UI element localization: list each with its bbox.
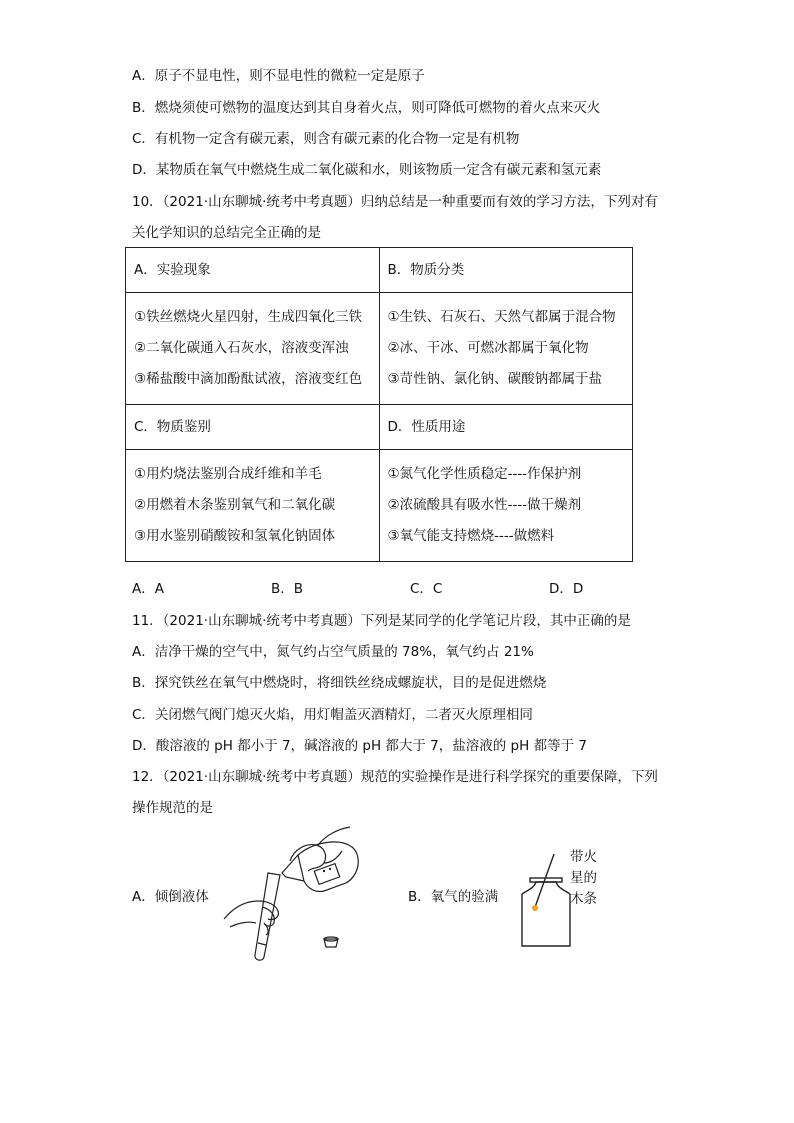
- table-cell-b-head: [379, 248, 633, 293]
- list-item: ①铁丝燃烧火星四射，生成四氧化三铁: [134, 309, 363, 325]
- q9-option-a: A．原子不显电性，则不显电性的微粒一定是原子: [132, 68, 425, 84]
- table-cell-c-head: [126, 405, 380, 450]
- list-item: ③苛性钠、氯化钠、碳酸钠都属于盐: [387, 371, 603, 387]
- table-cell-c-body: [126, 450, 380, 562]
- table-cell-b-body: [379, 293, 633, 405]
- glowing-splint-tip-icon: [532, 905, 538, 911]
- table-cell-a-head: [126, 248, 380, 293]
- cell-heading: A．实验现象: [134, 262, 211, 278]
- q10-option-b: B．B: [271, 581, 304, 597]
- q9-option-b: B．燃烧须使可燃物的温度达到其自身着火点，则可降低可燃物的着火点来灭火: [132, 100, 601, 116]
- list-item: ①生铁、石灰石、天然气都属于混合物: [387, 309, 616, 325]
- q11-option-c: C．关闭燃气阀门熄灭火焰，用灯帽盖灭酒精灯，二者灭火原理相同: [132, 707, 533, 723]
- list-item: ③稀盐酸中滴加酚酞试液，溶液变红色: [134, 371, 363, 387]
- splint-label-line2: 星的: [570, 870, 597, 886]
- q10-stem-line2: 关化学知识的总结完全正确的是: [132, 225, 321, 241]
- table-cell-d-body: [379, 450, 633, 562]
- cell-heading: C．物质鉴别: [134, 419, 211, 435]
- list-item: ①氮气化学性质稳定----作保护剂: [387, 466, 582, 482]
- list-item: ①用灼烧法鉴别合成纤维和羊毛: [134, 466, 322, 482]
- cell-heading: D．性质用途: [387, 419, 466, 435]
- q9-option-d: D．某物质在氧气中燃烧生成二氧化碳和水，则该物质一定含有碳元素和氢元素: [132, 162, 602, 178]
- table-cell-a-body: [126, 293, 380, 405]
- list-item: ③用水鉴别硝酸铵和氢氧化钠固体: [134, 528, 336, 544]
- q12-stem-line1: 12．（2021·山东聊城·统考中考真题）规范的实验操作是进行科学探究的重要保障，下列: [132, 769, 658, 785]
- list-item: ②冰、干冰、可燃冰都属于氧化物: [387, 340, 589, 356]
- q12-option-b-label: B．氧气的验满: [408, 889, 499, 905]
- cell-heading: B．物质分类: [387, 262, 465, 278]
- q10-option-a: A．A: [132, 581, 164, 597]
- list-item: ②用燃着木条鉴别氧气和二氧化碳: [134, 497, 336, 513]
- q10-table: [125, 247, 633, 562]
- list-item: ②二氧化碳通入石灰水，溶液变浑浊: [134, 340, 349, 356]
- q11-option-d: D．酸溶液的 pH 都小于 7，碱溶液的 pH 都大于 7，盐溶液的 pH 都等于 7: [132, 738, 587, 754]
- q11-stem: 11．（2021·山东聊城·统考中考真题）下列是某同学的化学笔记片段，其中正确的是: [132, 613, 631, 629]
- q9-option-c: C．有机物一定含有碳元素，则含有碳元素的化合物一定是有机物: [132, 131, 520, 147]
- q10-option-d: D．D: [549, 581, 584, 597]
- splint-label-line1: 带火: [570, 849, 597, 865]
- q12-option-a-label: A．倾倒液体: [132, 889, 209, 905]
- splint-label-line3: 木条: [570, 891, 597, 907]
- list-item: ②浓硫酸具有吸水性----做干燥剂: [387, 497, 582, 513]
- list-item: ③氧气能支持燃烧----做燃料: [387, 528, 555, 544]
- q11-option-b: B．探究铁丝在氧气中燃烧时，将细铁丝绕成螺旋状，目的是促进燃烧: [132, 675, 547, 691]
- table-cell-d-head: [379, 405, 633, 450]
- q11-option-a: A．洁净干燥的空气中，氮气约占空气质量的 78%，氧气约占 21%: [132, 644, 534, 660]
- q12-stem-line2: 操作规范的是: [132, 800, 213, 816]
- pouring-liquid-figure: [220, 823, 370, 963]
- q10-option-c: C．C: [410, 581, 443, 597]
- q10-stem-line1: 10．（2021·山东聊城·统考中考真题）归纳总结是一种重要而有效的学习方法，下列对有: [132, 194, 658, 210]
